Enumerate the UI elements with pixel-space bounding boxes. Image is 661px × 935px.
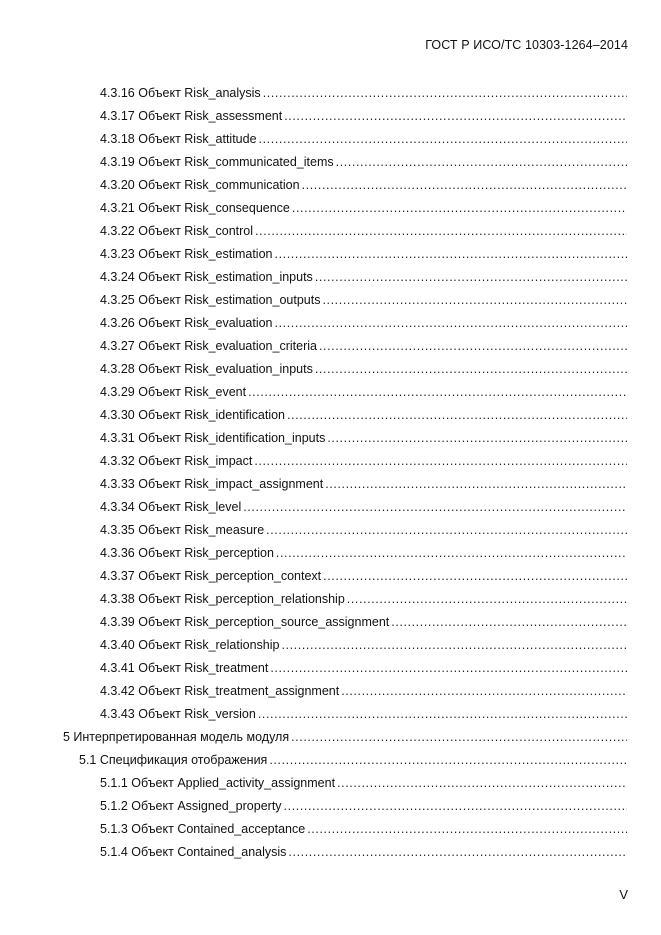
toc-entry-line: [100, 705, 627, 723]
toc-entry-title: 4.3.43 Объект Risk_version: [100, 707, 256, 721]
toc-entry[interactable]: [0, 544, 661, 567]
toc-entry-title: 4.3.31 Объект Risk_identification_inputs: [100, 431, 326, 445]
dot-leader: [323, 567, 627, 585]
toc-entry[interactable]: [0, 314, 661, 337]
toc-entry[interactable]: [0, 521, 661, 544]
dot-leader: [284, 107, 627, 125]
toc-entry-title: 4.3.35 Объект Risk_measure: [100, 523, 265, 537]
toc-entry-title: 5.1.1 Объект Applied_activity_assignment: [100, 776, 336, 790]
dot-leader: [302, 176, 627, 194]
toc-entry[interactable]: [0, 567, 661, 590]
toc-entry[interactable]: [0, 107, 661, 130]
toc-entry-title: 4.3.29 Объект Risk_event: [100, 385, 247, 399]
toc-entry-title: 4.3.26 Объект Risk_evaluation: [100, 316, 273, 330]
dot-leader: [255, 222, 627, 240]
toc-entry-title: 4.3.40 Объект Risk_relationship: [100, 638, 280, 652]
toc-entry[interactable]: [0, 268, 661, 291]
toc-entry[interactable]: [0, 820, 661, 843]
toc-entry[interactable]: [0, 751, 661, 774]
dot-leader: [307, 820, 627, 838]
toc-entry[interactable]: [0, 590, 661, 613]
toc-entry[interactable]: [0, 383, 661, 406]
dot-leader: [259, 130, 627, 148]
dot-leader: [269, 751, 627, 769]
toc-entry-title: 4.3.34 Объект Risk_level: [100, 500, 242, 514]
toc-entry[interactable]: [0, 659, 661, 682]
document-header: ГОСТ Р ИСО/ТС 10303-1264–2014: [425, 38, 628, 52]
toc-entry[interactable]: [0, 199, 661, 222]
toc-entry-title: 4.3.18 Объект Risk_attitude: [100, 132, 257, 146]
toc-entry-line: [100, 245, 627, 263]
dot-leader: [292, 199, 627, 217]
toc-entry-line: [100, 567, 627, 585]
toc-entry-line: [100, 544, 627, 562]
toc-entry-line: [100, 337, 627, 355]
toc-entry-line: [100, 659, 627, 677]
dot-leader: [391, 613, 627, 631]
toc-entry-title: 4.3.42 Объект Risk_treatment_assignment: [100, 684, 340, 698]
toc-entry-line: [100, 452, 627, 470]
toc-entry[interactable]: [0, 245, 661, 268]
toc-entry-title: 5.1.3 Объект Contained_acceptance: [100, 822, 306, 836]
toc-entry[interactable]: [0, 130, 661, 153]
dot-leader: [341, 682, 627, 700]
toc-entry-line: [100, 314, 627, 332]
dot-leader: [281, 636, 627, 654]
dot-leader: [284, 797, 627, 815]
toc-entry-line: [100, 360, 627, 378]
toc-entry-title: 5.1.4 Объект Contained_analysis: [100, 845, 287, 859]
toc-entry-line: [100, 636, 627, 654]
toc-entry[interactable]: [0, 222, 661, 245]
dot-leader: [275, 314, 627, 332]
toc-entry-title: 4.3.41 Объект Risk_treatment: [100, 661, 269, 675]
toc-entry[interactable]: [0, 774, 661, 797]
dot-leader: [270, 659, 627, 677]
dot-leader: [258, 705, 627, 723]
dot-leader: [263, 84, 627, 102]
toc-entry[interactable]: [0, 682, 661, 705]
dot-leader: [291, 728, 627, 746]
toc-entry-line: [100, 130, 627, 148]
toc-entry[interactable]: [0, 728, 661, 751]
dot-leader: [287, 406, 627, 424]
toc-entry-line: [63, 728, 627, 746]
toc-entry[interactable]: [0, 475, 661, 498]
toc-entry-title: 4.3.37 Объект Risk_perception_context: [100, 569, 322, 583]
toc-entry-title: 5 Интерпретированная модель модуля: [63, 730, 290, 744]
toc-entry-title: 4.3.17 Объект Risk_assessment: [100, 109, 283, 123]
toc-entry[interactable]: [0, 84, 661, 107]
toc-entry-title: 5.1.2 Объект Assigned_property: [100, 799, 282, 813]
toc-entry-title: 4.3.22 Объект Risk_control: [100, 224, 254, 238]
dot-leader: [337, 774, 627, 792]
toc-entry-line: [100, 613, 627, 631]
toc-entry-title: 4.3.27 Объект Risk_evaluation_criteria: [100, 339, 317, 353]
toc-entry-line: [100, 429, 627, 447]
toc-entry[interactable]: [0, 291, 661, 314]
page-number: V: [619, 887, 628, 902]
toc-entry-line: [100, 107, 627, 125]
dot-leader: [336, 153, 627, 171]
toc-entry[interactable]: [0, 406, 661, 429]
toc-entry-title: 4.3.38 Объект Risk_perception_relationship: [100, 592, 345, 606]
toc-entry-line: [100, 291, 627, 309]
toc-entry-title: 4.3.32 Объект Risk_impact: [100, 454, 253, 468]
toc-entry-line: [100, 268, 627, 286]
toc-entry-line: [100, 475, 627, 493]
dot-leader: [266, 521, 627, 539]
toc-entry-title: 4.3.16 Объект Risk_analysis: [100, 86, 261, 100]
dot-leader: [327, 429, 627, 447]
dot-leader: [322, 291, 627, 309]
dot-leader: [243, 498, 627, 516]
table-of-contents: [0, 84, 661, 866]
toc-entry-title: 5.1 Спецификация отображения: [79, 753, 268, 767]
toc-entry-line: [100, 498, 627, 516]
dot-leader: [319, 337, 627, 355]
toc-entry-line: [100, 820, 627, 838]
toc-entry-line: [100, 774, 627, 792]
toc-entry[interactable]: [0, 797, 661, 820]
toc-entry-line: [100, 153, 627, 171]
toc-entry-line: [100, 199, 627, 217]
dot-leader: [347, 590, 627, 608]
toc-entry-title: 4.3.28 Объект Risk_evaluation_inputs: [100, 362, 313, 376]
toc-entry-line: [100, 590, 627, 608]
toc-entry-line: [100, 521, 627, 539]
toc-entry-title: 4.3.24 Объект Risk_estimation_inputs: [100, 270, 313, 284]
toc-entry[interactable]: [0, 153, 661, 176]
toc-entry-line: [100, 383, 627, 401]
toc-entry-line: [79, 751, 627, 769]
dot-leader: [276, 544, 627, 562]
toc-entry-line: [100, 222, 627, 240]
dot-leader: [315, 360, 627, 378]
dot-leader: [254, 452, 627, 470]
toc-entry-line: [100, 406, 627, 424]
dot-leader: [325, 475, 627, 493]
toc-entry[interactable]: [0, 360, 661, 383]
toc-entry[interactable]: [0, 613, 661, 636]
toc-entry-line: [100, 176, 627, 194]
dot-leader: [248, 383, 627, 401]
toc-entry-title: 4.3.20 Объект Risk_communication: [100, 178, 300, 192]
toc-entry[interactable]: [0, 843, 661, 866]
toc-entry[interactable]: [0, 636, 661, 659]
toc-entry-title: 4.3.19 Объект Risk_communicated_items: [100, 155, 334, 169]
toc-entry[interactable]: [0, 429, 661, 452]
toc-entry-title: 4.3.23 Объект Risk_estimation: [100, 247, 273, 261]
dot-leader: [288, 843, 627, 861]
toc-entry[interactable]: [0, 176, 661, 199]
dot-leader: [275, 245, 628, 263]
toc-entry[interactable]: [0, 452, 661, 475]
toc-entry[interactable]: [0, 337, 661, 360]
toc-entry-title: 4.3.36 Объект Risk_perception: [100, 546, 274, 560]
toc-entry[interactable]: [0, 498, 661, 521]
toc-entry-title: 4.3.25 Объект Risk_estimation_outputs: [100, 293, 321, 307]
toc-entry-line: [100, 682, 627, 700]
toc-entry-line: [100, 843, 627, 861]
dot-leader: [315, 268, 627, 286]
toc-entry-title: 4.3.21 Объект Risk_consequence: [100, 201, 290, 215]
toc-entry-title: 4.3.39 Объект Risk_perception_source_assignment: [100, 615, 390, 629]
toc-entry-line: [100, 84, 627, 102]
toc-entry-title: 4.3.30 Объект Risk_identification: [100, 408, 286, 422]
toc-entry[interactable]: [0, 705, 661, 728]
toc-entry-title: 4.3.33 Объект Risk_impact_assignment: [100, 477, 324, 491]
toc-entry-line: [100, 797, 627, 815]
